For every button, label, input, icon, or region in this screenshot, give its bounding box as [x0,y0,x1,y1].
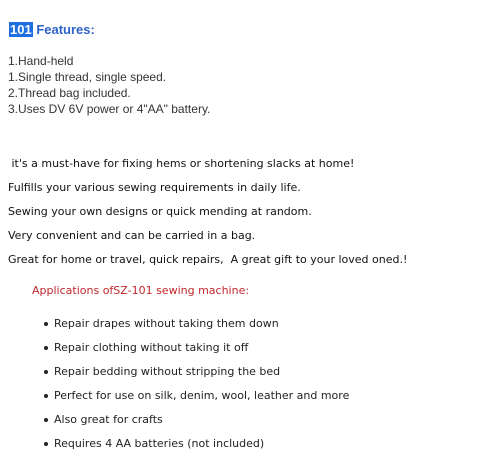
features-title: Features: [36,22,95,37]
bullet-icon [44,322,48,326]
features-heading [9,22,95,37]
application-item-text: Repair clothing without taking it off [54,341,249,354]
description-line: Very convenient and can be carried in a bag. [8,229,256,242]
application-item-text: Also great for crafts [54,413,163,426]
spec-list [8,53,210,117]
application-item-text: Perfect for use on silk, denim, wool, leather and more [54,389,350,402]
description-line: Great for home or travel, quick repairs, A great gift to your loved oned.! [8,253,408,266]
applications-heading: Applications ofSZ-101 sewing machine: [32,284,250,297]
application-item-text: Repair bedding without stripping the bed [54,365,281,378]
application-item [36,312,349,336]
application-item [36,384,349,408]
description-line: it's a must-have for fixing hems or shortening slacks at home! [8,157,355,170]
model-number-highlight: 101 [10,22,32,37]
spec-item: 2.Thread bag included. [8,86,131,100]
bullet-icon [44,346,48,350]
applications-list [36,312,349,456]
description-block [8,152,407,272]
application-item [36,408,349,432]
description-line: Sewing your own designs or quick mending at random. [8,205,312,218]
bullet-icon [44,370,48,374]
application-item-text: Repair drapes without taking them down [54,317,279,330]
spec-item: 3.Uses DV 6V power or 4"AA" battery. [8,102,211,116]
bullet-icon [44,394,48,398]
application-item [36,432,349,456]
description-line: Fulfills your various sewing requirements in daily life. [8,181,301,194]
bullet-icon [44,442,48,446]
application-item [36,360,349,384]
application-item-text: Requires 4 AA batteries (not included) [54,437,265,450]
spec-item: 1.Hand-held [8,54,74,68]
spec-item: 1.Single thread, single speed. [8,70,167,84]
application-item [36,336,349,360]
bullet-icon [44,418,48,422]
